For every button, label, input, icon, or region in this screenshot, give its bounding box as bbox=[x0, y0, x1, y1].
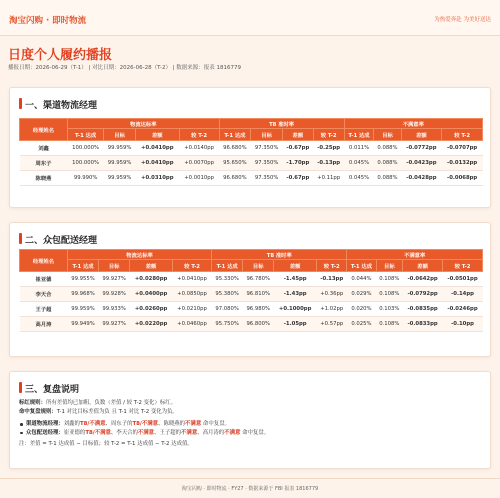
section-crowd-managers bbox=[9, 222, 491, 357]
metric-cell: 95.330% bbox=[212, 272, 243, 287]
metric-cell: 96.680% bbox=[219, 141, 251, 156]
metric-cell: 0.044% bbox=[347, 272, 376, 287]
metric-cell: 0.045% bbox=[344, 156, 374, 171]
highlight-rule bbox=[19, 399, 483, 408]
section-accent-bar bbox=[19, 98, 22, 109]
header-subcolumn: T-1 达成 bbox=[68, 260, 99, 272]
metric-cell: +0.57pp bbox=[317, 317, 347, 332]
metric-cell: +1.02pp bbox=[317, 302, 347, 317]
header-subcolumn: T-1 达成 bbox=[347, 260, 376, 272]
header-group: T8 准时率 bbox=[219, 119, 344, 129]
review-hit-crowd bbox=[19, 429, 483, 438]
manager-name: 周东子 bbox=[20, 156, 68, 171]
metric-cell: 99.955% bbox=[68, 272, 99, 287]
metric-cell: 99.959% bbox=[104, 141, 136, 156]
review-rule-text: T-1 对比目标差值为负 且 T-1 对比 T-2 变化为负。 bbox=[56, 408, 178, 415]
page-footer: 淘宝闪购 · 即时物流 · FY27 · 数据来源于 FBI 报表 1816779 bbox=[0, 478, 500, 498]
metric-cell: 0.088% bbox=[374, 141, 401, 156]
review-text: 崔亚德的 bbox=[63, 429, 86, 436]
header-subcolumn: 差额 bbox=[130, 260, 173, 272]
metric-cell: -1.05pp bbox=[274, 317, 317, 332]
header-manager-name: 经理姓名 bbox=[20, 119, 68, 141]
header-group: 不满意率 bbox=[344, 119, 482, 129]
metric-cell: +0.0220pp bbox=[130, 317, 173, 332]
metric-cell: 95.750% bbox=[212, 317, 243, 332]
metric-cell: -0.0833pp bbox=[403, 317, 443, 332]
header-subcolumn: 差额 bbox=[282, 129, 313, 141]
header-subcolumn: 差额 bbox=[401, 129, 442, 141]
metric-cell: 95.650% bbox=[219, 156, 251, 171]
metric-cell: +0.0410pp bbox=[172, 272, 211, 287]
metric-cell: 0.011% bbox=[344, 141, 374, 156]
table-row bbox=[20, 302, 483, 317]
metric-cell: 0.025% bbox=[347, 317, 376, 332]
manager-name: 王子超 bbox=[20, 302, 68, 317]
header-group: T8 准时率 bbox=[212, 250, 347, 260]
table-row bbox=[20, 272, 483, 287]
metric-cell: +0.0070pp bbox=[179, 156, 219, 171]
section-channel-managers bbox=[9, 87, 491, 208]
metric-cell: -0.0501pp bbox=[443, 272, 483, 287]
metric-cell: 97.080% bbox=[212, 302, 243, 317]
metric-cell: +0.1000pp bbox=[274, 302, 317, 317]
section-title: 三、复盘说明 bbox=[25, 385, 80, 395]
header-subcolumn: 目标 bbox=[99, 260, 130, 272]
metric-cell: +0.0210pp bbox=[172, 302, 211, 317]
header-subcolumn: 较 T-2 bbox=[443, 260, 483, 272]
metric-cell: 0.108% bbox=[376, 272, 403, 287]
header-subcolumn: 差额 bbox=[403, 260, 443, 272]
section-title: 二、众包配送经理 bbox=[25, 236, 98, 246]
section-accent-bar bbox=[19, 382, 22, 393]
metric-cell: 99.990% bbox=[68, 171, 104, 186]
header-group: 物流达标率 bbox=[68, 119, 220, 129]
metric-cell: 99.968% bbox=[68, 287, 99, 302]
metric-cell: 99.959% bbox=[104, 171, 136, 186]
header-subcolumn: 目标 bbox=[376, 260, 403, 272]
metric-cell: 99.927% bbox=[99, 272, 130, 287]
highlight-rule-text: 所有差值均已加粗，负数（差值 / 较 T-2 变化）标红。 bbox=[45, 400, 177, 406]
review-hit-label: 众包配送经理： bbox=[26, 429, 64, 436]
metric-cell: +0.0280pp bbox=[130, 272, 173, 287]
metric-cell: -0.0068pp bbox=[442, 171, 483, 186]
review-text: 命中复盘。 bbox=[240, 429, 270, 436]
metric-cell: 99.959% bbox=[68, 302, 99, 317]
table-row bbox=[20, 171, 483, 186]
metric-cell: 99.933% bbox=[99, 302, 130, 317]
metric-cell: 99.949% bbox=[68, 317, 99, 332]
manager-name: 崔亚德 bbox=[20, 272, 68, 287]
metric-cell: -0.13pp bbox=[317, 272, 347, 287]
metric-cell: 99.959% bbox=[104, 156, 136, 171]
formula-note: 注：差值 = T-1 达成值 − 目标值；较 T-2 = T-1 达成值 − T-2 达成值。 bbox=[19, 441, 193, 447]
review-text: 、高月涛的 bbox=[197, 429, 225, 436]
review-highlight: T8/不满意 bbox=[132, 421, 159, 427]
section-review-notes bbox=[9, 371, 491, 469]
review-highlight: 不满意 bbox=[181, 429, 198, 436]
header-group: 不满意率 bbox=[347, 250, 483, 260]
metric-cell: +0.36pp bbox=[317, 287, 347, 302]
review-highlight: 不满意 bbox=[137, 429, 155, 436]
header-subcolumn: 目标 bbox=[251, 129, 283, 141]
manager-name: 刘鑫 bbox=[20, 141, 68, 156]
metric-cell: +0.11pp bbox=[313, 171, 344, 186]
metric-cell: 0.088% bbox=[374, 156, 401, 171]
metric-cell: 95.380% bbox=[212, 287, 243, 302]
review-highlight: 不满意 bbox=[185, 421, 202, 427]
section-accent-bar bbox=[19, 233, 22, 244]
brand-title: 淘宝闪购 · 即时物流 bbox=[9, 16, 87, 26]
report-meta: 播报日期：2026-06-29（T-1） | 对比日期：2026-06-28（T-2） | 数据来源：报表 1816779 bbox=[8, 65, 242, 71]
review-text: 、李天合的 bbox=[110, 429, 138, 436]
metric-cell: -0.0642pp bbox=[403, 272, 443, 287]
header-manager-name: 经理姓名 bbox=[20, 250, 68, 272]
header-subcolumn: 差额 bbox=[274, 260, 317, 272]
metric-cell: -0.0246pp bbox=[443, 302, 483, 317]
review-hit-channel bbox=[19, 420, 483, 429]
manager-name: 陈晓燕 bbox=[20, 171, 68, 186]
metric-cell: 0.108% bbox=[376, 317, 403, 332]
metric-cell: -1.70pp bbox=[282, 156, 313, 171]
section-title: 一、渠道物流经理 bbox=[25, 101, 98, 111]
review-hit-list bbox=[19, 420, 483, 437]
manager-name: 李天合 bbox=[20, 287, 68, 302]
metric-cell: -0.0707pp bbox=[442, 141, 483, 156]
brand-tagline: 为热爱奔赴 为美好送达 bbox=[434, 17, 491, 23]
metric-cell: +0.0410pp bbox=[135, 156, 179, 171]
metric-cell: +0.0400pp bbox=[130, 287, 173, 302]
review-text: 、陈晓燕的 bbox=[158, 421, 186, 427]
manager-name: 高月涛 bbox=[20, 317, 68, 332]
header-subcolumn: T-1 达成 bbox=[212, 260, 243, 272]
metric-cell: -1.43pp bbox=[274, 287, 317, 302]
header-subcolumn: 较 T-2 bbox=[179, 129, 219, 141]
metric-cell: 0.020% bbox=[347, 302, 376, 317]
header-subcolumn: T-1 达成 bbox=[68, 129, 104, 141]
metric-cell: 99.927% bbox=[99, 317, 130, 332]
metric-cell: 97.350% bbox=[251, 156, 283, 171]
metric-cell: 0.103% bbox=[376, 302, 403, 317]
metric-cell: +0.0310pp bbox=[135, 171, 179, 186]
metric-cell: -0.0835pp bbox=[403, 302, 443, 317]
metric-cell: 96.800% bbox=[243, 317, 274, 332]
review-rule bbox=[19, 408, 483, 417]
review-text: 、王子超的 bbox=[154, 429, 182, 436]
metric-cell: 96.810% bbox=[243, 287, 274, 302]
metric-cell: -0.0792pp bbox=[403, 287, 443, 302]
review-hit-label: 渠道物流经理： bbox=[26, 421, 64, 427]
header-subcolumn: 目标 bbox=[104, 129, 136, 141]
table-row bbox=[20, 156, 483, 171]
metric-cell: -0.10pp bbox=[443, 317, 483, 332]
metric-cell: 100.000% bbox=[68, 156, 104, 171]
metric-cell: 99.928% bbox=[99, 287, 130, 302]
review-rule-label: 命中复盘规则： bbox=[19, 408, 57, 415]
header-subcolumn: 较 T-2 bbox=[313, 129, 344, 141]
header-group: 物流达标率 bbox=[68, 250, 212, 260]
channel-managers-table bbox=[19, 118, 483, 186]
header-subcolumn: 差额 bbox=[135, 129, 179, 141]
review-highlight: T8/不满意 bbox=[85, 429, 111, 436]
header-subcolumn: 较 T-2 bbox=[317, 260, 347, 272]
metric-cell: +0.0260pp bbox=[130, 302, 173, 317]
review-highlight: T8/不满意 bbox=[79, 421, 106, 427]
metric-cell: +0.0010pp bbox=[179, 171, 219, 186]
page-title: 日度个人履约播报 bbox=[8, 48, 113, 63]
metric-cell: -0.0428pp bbox=[401, 171, 442, 186]
header-subcolumn: 目标 bbox=[374, 129, 401, 141]
metric-cell: +0.0460pp bbox=[172, 317, 211, 332]
table-row bbox=[20, 287, 483, 302]
metric-cell: -0.0423pp bbox=[401, 156, 442, 171]
metric-cell: 96.780% bbox=[243, 272, 274, 287]
table-row bbox=[20, 317, 483, 332]
metric-cell: -0.0132pp bbox=[442, 156, 483, 171]
metric-cell: 96.980% bbox=[243, 302, 274, 317]
header-subcolumn: 目标 bbox=[243, 260, 274, 272]
header-subcolumn: T-1 达成 bbox=[219, 129, 251, 141]
metric-cell: 96.680% bbox=[219, 171, 251, 186]
review-highlight: 不满意 bbox=[224, 429, 241, 436]
header-subcolumn: 较 T-2 bbox=[442, 129, 483, 141]
header-subcolumn: 较 T-2 bbox=[172, 260, 211, 272]
metric-cell: -0.14pp bbox=[443, 287, 483, 302]
metric-cell: -0.13pp bbox=[313, 156, 344, 171]
metric-cell: -0.25pp bbox=[313, 141, 344, 156]
review-notes bbox=[19, 399, 483, 449]
metric-cell: -0.67pp bbox=[282, 171, 313, 186]
review-text: 命中复盘。 bbox=[201, 421, 230, 427]
metric-cell: -0.67pp bbox=[282, 141, 313, 156]
metric-cell: -1.45pp bbox=[274, 272, 317, 287]
metric-cell: -0.0772pp bbox=[401, 141, 442, 156]
metric-cell: 0.029% bbox=[347, 287, 376, 302]
metric-cell: 0.088% bbox=[374, 171, 401, 186]
highlight-rule-label: 标红规则： bbox=[19, 400, 46, 406]
crowd-managers-table bbox=[19, 249, 483, 332]
metric-cell: +0.0140pp bbox=[179, 141, 219, 156]
top-bar bbox=[0, 0, 500, 36]
metric-cell: 97.350% bbox=[251, 141, 283, 156]
metric-cell: +0.0410pp bbox=[135, 141, 179, 156]
review-text: 刘鑫的 bbox=[63, 421, 80, 427]
metric-cell: 97.350% bbox=[251, 171, 283, 186]
metric-cell: 100.000% bbox=[68, 141, 104, 156]
header-subcolumn: T-1 达成 bbox=[344, 129, 374, 141]
table-row bbox=[20, 141, 483, 156]
metric-cell: 0.108% bbox=[376, 287, 403, 302]
metric-cell: 0.045% bbox=[344, 171, 374, 186]
metric-cell: +0.0850pp bbox=[172, 287, 211, 302]
review-text: 、周东子的 bbox=[105, 421, 133, 427]
